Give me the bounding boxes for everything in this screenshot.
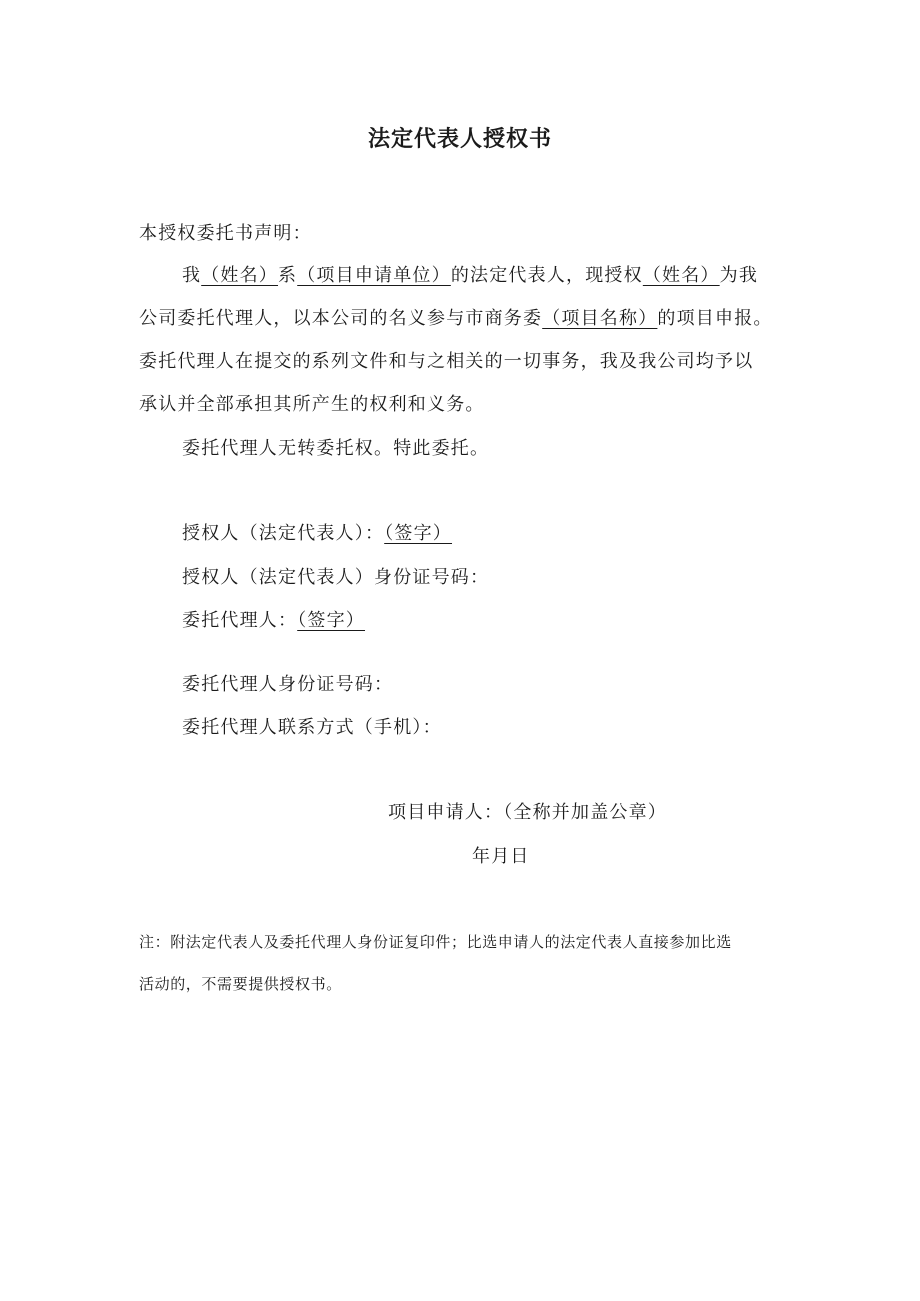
text-segment: 为我 [719, 265, 759, 286]
para1-line1 [182, 264, 758, 288]
intro-line [139, 222, 312, 246]
project-name-blank: （项目名称） [542, 308, 658, 329]
date-row: 年月日 [472, 846, 530, 867]
agent-signature-row [182, 609, 365, 633]
para1-line4: 承认并全部承担其所产生的权利和义务。 [139, 394, 485, 415]
note-line1: 注：附法定代表人及委托代理人身份证复印件；比选申请人的法定代表人直接参加比选 [139, 933, 732, 951]
authorizer-signature-row [182, 522, 452, 546]
note-line2: 活动的，不需要提供授权书。 [139, 975, 342, 993]
intro-text: 本授权委托书声明： [139, 223, 312, 244]
document-title: 法定代表人授权书 [367, 127, 552, 152]
applicant-row: 项目申请人：（全称并加盖公章） [388, 802, 667, 823]
text-segment: 我 [182, 265, 202, 286]
agent-id-row: 委托代理人身份证号码： [182, 674, 394, 695]
agent-label: 委托代理人： [182, 610, 298, 631]
text-segment: 的项目申报。 [657, 308, 773, 329]
agent-name-blank: （姓名） [642, 265, 720, 286]
applicant-unit-blank: （项目申请单位） [297, 265, 451, 286]
text-segment: 公司委托代理人，以本公司的名义参与市商务委 [139, 308, 543, 329]
text-segment: 的法定代表人，现授权 [450, 265, 643, 286]
authorizer-signature-blank: （签字） [384, 523, 453, 544]
text-segment: 系 [278, 265, 298, 286]
agent-signature-blank: （签字） [297, 610, 366, 631]
authorizer-label: 授权人（法定代表人）： [182, 523, 385, 544]
agent-contact-row: 委托代理人联系方式（手机）： [182, 717, 442, 738]
para2-line: 委托代理人无转委托权。特此委托。 [182, 438, 490, 459]
para1-line3: 委托代理人在提交的系列文件和与之相关的一切事务，我及我公司均予以 [139, 351, 754, 372]
para1-line2 [139, 307, 773, 331]
authorizer-id-row: 授权人（法定代表人）身份证号码： [182, 567, 490, 588]
name-blank: （姓名） [201, 265, 279, 286]
